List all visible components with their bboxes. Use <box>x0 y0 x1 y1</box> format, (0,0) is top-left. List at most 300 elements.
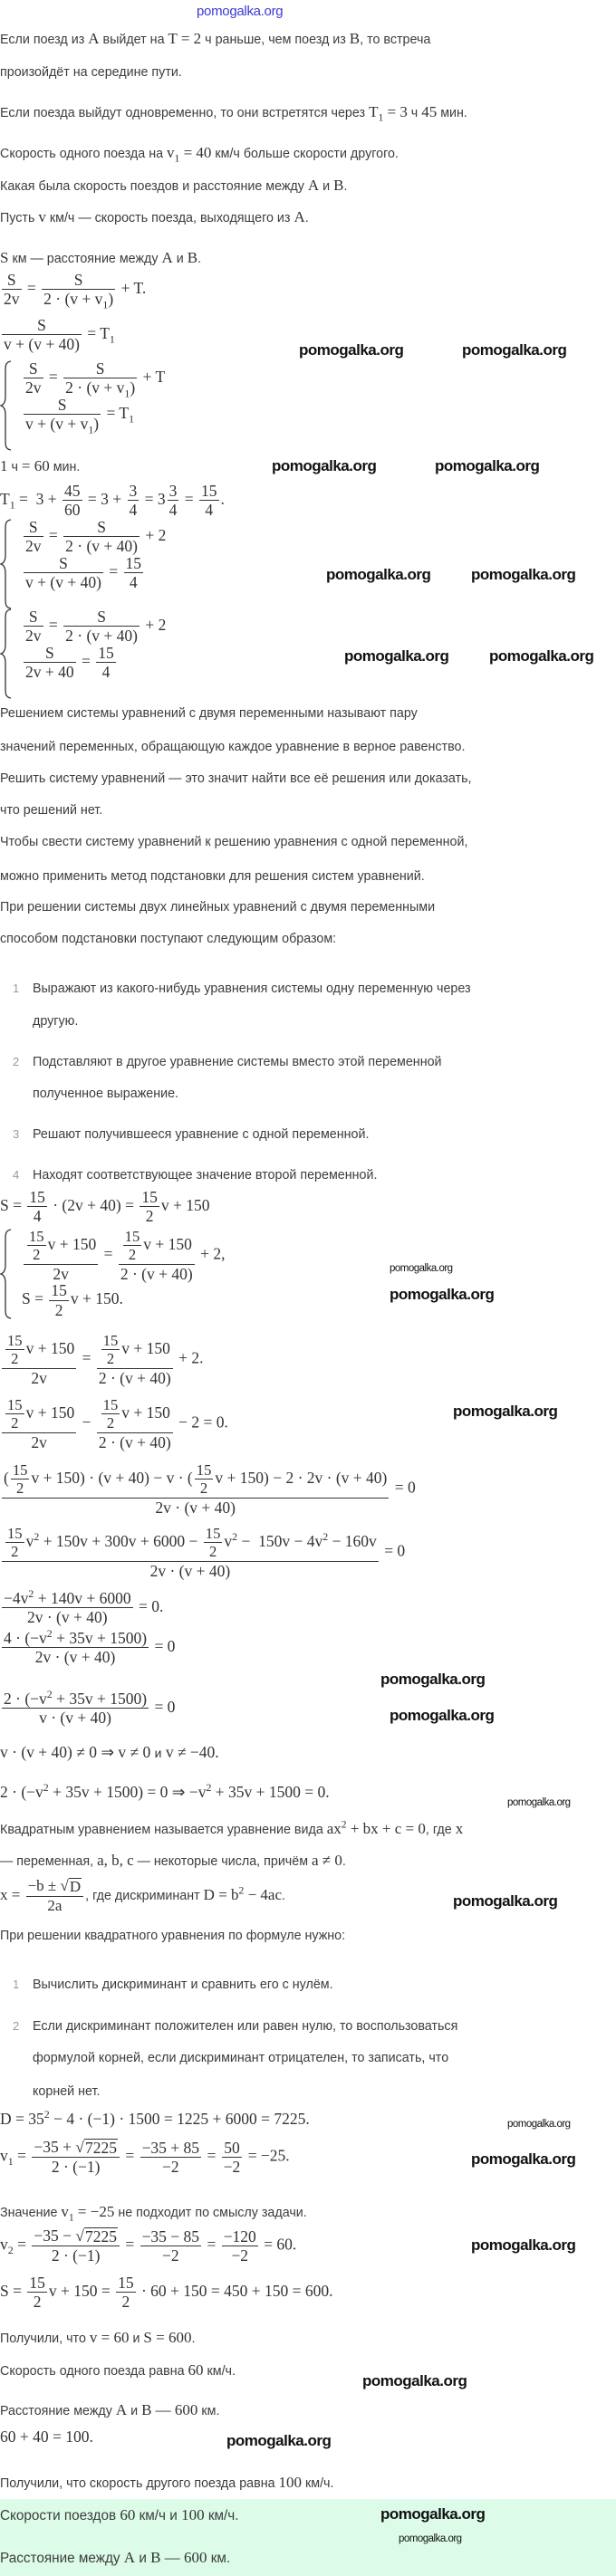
math-text: v <box>25 1531 34 1550</box>
math-text: −2 <box>231 2246 249 2265</box>
denominator <box>2 1561 379 1579</box>
text-line <box>0 867 425 886</box>
math-text: 4 <box>129 501 138 520</box>
text-run: и <box>127 2404 142 2418</box>
text-run: Чтобы свести систему уравнений к решению уравнения с одной переменной, <box>0 835 468 849</box>
math-text: 60 <box>188 2361 204 2379</box>
numerator <box>24 1229 98 1264</box>
math-text: 15 <box>12 1461 28 1479</box>
system-row <box>22 608 166 645</box>
text-run: Если дискриминант положителен или равен нулю, то воспользоваться <box>33 2019 458 2034</box>
text-line <box>0 769 472 789</box>
math-text: 2 <box>106 1350 115 1368</box>
denominator <box>195 1479 214 1496</box>
denominator <box>204 1542 223 1559</box>
numerator <box>5 1333 24 1349</box>
subscript: 1 <box>102 298 109 311</box>
math-text: = 3 + <box>14 489 62 508</box>
subscript: 1 <box>174 152 180 165</box>
text-run: Значение <box>0 2206 62 2220</box>
fraction <box>2 317 82 353</box>
watermark-small: pomogalka.org <box>507 2119 571 2130</box>
numerator <box>95 519 108 536</box>
text-run: произойдёт на середине пути. <box>0 65 182 80</box>
superscript: 2 <box>232 1530 238 1544</box>
denominator <box>5 1349 24 1366</box>
fraction <box>119 1229 195 1282</box>
inline-math <box>22 457 50 474</box>
fraction <box>27 1229 46 1263</box>
inline-math <box>204 1886 282 1903</box>
equation-system <box>0 519 166 609</box>
math-text: = <box>44 615 63 634</box>
denominator <box>101 1413 120 1431</box>
math-text: 15 <box>102 1332 119 1349</box>
math-text: 2 · (v + v <box>43 290 103 309</box>
denominator <box>63 500 82 518</box>
numerator <box>27 2274 47 2292</box>
math-text: = <box>13 2235 31 2254</box>
numerator <box>2 1690 149 1708</box>
math-text: 45 <box>421 103 438 120</box>
math-text: 15 <box>7 1332 23 1349</box>
math-line <box>0 1781 330 1801</box>
watermark: pomogalka.org <box>471 2236 576 2254</box>
watermark: pomogalka.org <box>390 1286 495 1303</box>
text-run: . <box>342 1854 346 1869</box>
numerator <box>11 1462 30 1479</box>
math-text: + T <box>139 367 166 386</box>
math-text: D = b <box>203 1885 239 1903</box>
text-run: , где дискриминант <box>85 1888 204 1903</box>
math-text: 2v + 40 <box>25 663 74 682</box>
numerator <box>27 1229 46 1245</box>
math-text: 4 <box>33 1207 42 1226</box>
inline-math <box>120 2506 135 2523</box>
denominator <box>199 500 219 518</box>
answer-line <box>0 2548 230 2569</box>
inline-math <box>327 1820 426 1837</box>
denominator <box>101 1349 120 1366</box>
math-text: x = <box>0 1885 24 1903</box>
math-text: − 4 · (−1) · 1500 = 1225 + 6000 = 7225. <box>49 2110 310 2128</box>
math-text: 4 <box>101 663 111 682</box>
math-text: 2 <box>54 1300 63 1319</box>
text-run: . <box>282 1888 285 1903</box>
math-text: 2 <box>106 1414 115 1432</box>
text-run: При решении системы двух линейных уравнений с двумя переменными <box>0 900 436 915</box>
fraction <box>24 395 101 436</box>
denominator <box>24 572 103 590</box>
text-line <box>0 832 467 852</box>
math-text: = <box>120 2235 139 2254</box>
text-run: Пусть <box>0 211 39 225</box>
numerator <box>222 2140 242 2157</box>
denominator <box>119 1264 195 1282</box>
math-text: 2 · (v + 40) <box>120 1264 193 1283</box>
math-text: · 60 + 150 = 450 + 150 = 600. <box>137 2281 333 2300</box>
math-text: S <box>28 608 38 626</box>
subscript: 1 <box>109 332 115 346</box>
math-text: 15 <box>118 2274 134 2292</box>
math-text: S <box>59 553 68 572</box>
math-text: = 0 <box>380 1541 406 1560</box>
subscript: 1 <box>9 498 15 512</box>
inline-math <box>116 2401 127 2418</box>
text-run: мин. <box>437 106 467 120</box>
denominator <box>2 289 22 307</box>
denominator <box>140 2157 202 2175</box>
math-text: v ≠ −40. <box>161 1743 219 1761</box>
math-text: − <box>78 1412 95 1432</box>
math-text: T <box>369 103 379 120</box>
fraction <box>2 1690 149 1727</box>
math-text: 2v <box>25 537 42 556</box>
text-run: , где <box>425 1823 456 1837</box>
math-text: S <box>6 271 16 289</box>
equation-system <box>0 360 165 451</box>
system-row <box>22 555 166 591</box>
fraction <box>11 1462 30 1497</box>
watermark: pomogalka.org <box>453 1892 558 1910</box>
inline-math <box>38 208 46 225</box>
inline-math <box>124 2549 135 2566</box>
math-text: 2 · (−1) <box>51 2158 101 2177</box>
math-text: . <box>220 489 225 508</box>
denominator <box>124 572 144 590</box>
radicand <box>84 2227 118 2245</box>
fraction <box>63 483 82 519</box>
math-text: v <box>224 1531 233 1550</box>
list-number: 4 <box>13 1168 20 1182</box>
text-run: Если поезда выйдут одновременно, то они встретятся через <box>0 106 370 120</box>
fraction <box>27 1189 47 1225</box>
inline-math <box>97 1852 134 1869</box>
text-run: Расстояние между <box>0 2551 124 2566</box>
text-line <box>0 102 467 123</box>
fraction <box>96 645 116 681</box>
fraction <box>2 272 22 308</box>
math-text: 2v <box>25 627 42 646</box>
inline-math <box>294 208 304 225</box>
math-line <box>0 1229 225 1319</box>
denominator <box>5 1542 24 1559</box>
text-run: км/ч больше скорости другого. <box>211 147 399 161</box>
watermark: pomogalka.org <box>471 2150 576 2168</box>
brace-icon <box>0 519 13 609</box>
math-text: v + 150 <box>47 1234 97 1253</box>
math-text: ) <box>130 378 136 397</box>
numerator <box>26 1878 84 1896</box>
math-text: 2 <box>121 2293 130 2312</box>
math-text: = <box>44 525 63 544</box>
watermark: pomogalka.org <box>380 2505 486 2523</box>
text-line <box>0 2361 236 2381</box>
math-text: v + (v + v <box>25 415 89 434</box>
text-run: Подставляют в другое уравнение системы вместо этой переменной <box>33 1055 442 1069</box>
math-text: = 0 <box>390 1478 416 1497</box>
denominator <box>2 1498 389 1516</box>
denominator <box>63 536 140 554</box>
fraction <box>42 271 115 311</box>
denominator <box>128 500 140 518</box>
numerator <box>96 645 116 662</box>
math-text: A <box>294 208 305 225</box>
math-text: x <box>455 1820 464 1837</box>
system-row <box>22 1229 225 1282</box>
text-run: значений переменных, обращающую каждое уравнение в верное равенство. <box>0 740 466 754</box>
text-line <box>0 1926 345 1946</box>
math-text: 2 · (−1) <box>51 2246 101 2265</box>
list-number: 1 <box>13 982 20 995</box>
list-number: 2 <box>13 1055 20 1068</box>
math-text: S <box>44 643 54 662</box>
fraction <box>124 555 144 591</box>
inline-math <box>456 1820 464 1837</box>
math-text: + 35v + 1500) <box>52 1629 148 1647</box>
numerator <box>27 608 40 626</box>
math-text: A <box>307 177 320 194</box>
numerator <box>204 1526 223 1542</box>
numerator <box>72 272 85 289</box>
math-text: v + 150 <box>160 1195 210 1214</box>
math-text: = <box>180 489 198 508</box>
text-run: ч раньше, чем поезд из <box>201 33 350 47</box>
math-text: = 40 <box>179 144 212 161</box>
math-text: 7225 <box>84 2227 117 2246</box>
math-text: = <box>23 278 41 297</box>
math-text: = T <box>82 323 110 342</box>
denominator <box>168 500 179 518</box>
math-text: 15 <box>102 1396 119 1413</box>
fraction <box>24 645 76 681</box>
text-run: и <box>135 2551 151 2566</box>
math-line <box>0 2139 290 2176</box>
math-text: 2 <box>11 1543 19 1561</box>
math-text: v + 150) · (v + 40) − v · ( <box>31 1468 193 1487</box>
text-run: и <box>319 179 334 194</box>
math-text: S = 600 <box>143 2329 192 2346</box>
math-text: S = <box>0 2281 26 2300</box>
watermark: pomogalka.org <box>471 566 576 583</box>
math-text: B — 600 <box>150 2549 207 2566</box>
math-text: − 4ac <box>244 1885 283 1903</box>
math-line <box>0 2428 93 2445</box>
subscript: 2 <box>7 2243 14 2256</box>
math-text: 4 <box>168 501 178 520</box>
text-run: . <box>304 211 309 225</box>
math-text: −35 − 85 <box>141 2226 200 2246</box>
math-text: B <box>187 249 198 266</box>
math-line <box>0 1397 228 1451</box>
fraction <box>24 1229 98 1282</box>
text-run: км/ч. <box>302 2476 334 2491</box>
math-text: −4v <box>4 1589 29 1607</box>
denominator <box>2 1647 149 1665</box>
math-text: B <box>333 177 344 194</box>
math-text: = <box>100 1244 117 1263</box>
inline-math <box>369 103 408 124</box>
fraction <box>24 555 103 591</box>
text-run: Какая была скорость поездов и расстояние между <box>0 179 308 194</box>
math-text: −120 <box>223 2226 256 2246</box>
math-text: S <box>57 395 67 414</box>
math-text: T = 2 <box>168 30 202 47</box>
watermark: pomogalka.org <box>453 1403 558 1420</box>
brace-icon <box>0 1229 13 1319</box>
equation-system <box>0 1229 225 1319</box>
math-text: v + 150 <box>121 1338 170 1357</box>
math-text: 2 <box>11 1350 19 1368</box>
fraction <box>63 519 140 555</box>
watermark: pomogalka.org <box>226 2432 332 2449</box>
math-text: 2 <box>145 1207 154 1226</box>
math-text: a, b, c <box>97 1852 134 1869</box>
list-item-line <box>13 1052 442 1072</box>
inline-math <box>421 103 437 120</box>
math-text: 15 <box>51 1281 67 1300</box>
math-text: + 2. <box>174 1348 204 1367</box>
inline-math <box>162 249 173 266</box>
text-run: Вычислить дискриминант и сравнить его с нулём. <box>33 1977 333 1992</box>
answer-line <box>0 2505 239 2526</box>
text-line <box>0 143 399 164</box>
text-run: не подходит по смыслу задачи. <box>114 2206 307 2220</box>
math-text: = T <box>102 403 130 422</box>
watermark: pomogalka.org <box>380 1671 486 1688</box>
denominator <box>24 662 76 680</box>
square-root <box>61 1878 82 1895</box>
superscript: 2 <box>206 1781 212 1795</box>
text-run: . <box>343 179 348 194</box>
list-item-line <box>33 1084 178 1104</box>
text-line <box>0 1851 346 1872</box>
text-run: способом подстановки поступают следующим образом: <box>0 932 337 946</box>
math-text: 2 · (−v <box>4 1690 47 1708</box>
math-text: v · (v + 40) <box>39 1709 111 1728</box>
text-line <box>0 248 201 269</box>
numerator <box>140 1189 159 1206</box>
numerator <box>95 608 108 626</box>
watermark: pomogalka.org <box>435 457 540 474</box>
math-text: v <box>38 208 46 225</box>
math-text: + 150v + 300v + 6000 − <box>39 1531 202 1550</box>
numerator <box>195 1462 214 1479</box>
math-text: 3 <box>129 482 138 500</box>
text-run: Получили, что скорость другого поезда равна <box>0 2476 279 2491</box>
math-line <box>0 2274 333 2311</box>
fraction <box>2 1397 76 1451</box>
math-text: v = 60 <box>89 2329 130 2346</box>
text-run: Решением системы уравнений с двумя переменными называют пару <box>0 706 418 721</box>
list-number: 2 <box>13 2019 20 2033</box>
text-run: Решают получившееся уравнение с одной переменной. <box>33 1127 370 1142</box>
text-run: км/ч и <box>135 2508 182 2523</box>
system-rows <box>13 608 166 699</box>
text-run: Скорости поездов <box>0 2508 120 2523</box>
numerator <box>63 483 82 500</box>
header-watermark: pomogalka.org <box>197 4 284 19</box>
math-text: S = <box>22 1289 48 1308</box>
fraction <box>49 1282 69 1318</box>
inline-math <box>141 2401 197 2418</box>
math-line <box>0 483 225 519</box>
math-text: ( <box>4 1468 9 1487</box>
text-line <box>0 897 435 917</box>
watermark-small: pomogalka.org <box>507 1797 571 1808</box>
numerator <box>5 1526 24 1542</box>
math-text: + 140v + 6000 <box>34 1589 131 1607</box>
brace-icon <box>0 360 13 451</box>
math-text: = <box>44 367 63 386</box>
inline-math <box>88 30 99 47</box>
fraction <box>140 2140 202 2176</box>
math-line <box>0 2108 310 2128</box>
math-text: 2v <box>53 1264 69 1283</box>
numerator <box>2 1587 133 1607</box>
math-text: = 0 <box>150 1636 176 1655</box>
math-text: 2v <box>4 290 20 309</box>
system-rows <box>13 360 165 451</box>
math-text: = <box>77 651 95 670</box>
fraction <box>101 1333 120 1367</box>
superscript: 2 <box>46 1627 53 1641</box>
text-run: и <box>129 2332 144 2346</box>
math-text: −35 + <box>34 2138 76 2156</box>
denominator <box>123 1245 142 1262</box>
denominator <box>49 1300 69 1318</box>
numerator <box>101 1333 120 1349</box>
math-line <box>0 1627 176 1667</box>
math-text: = <box>203 2146 220 2165</box>
math-text: −35 + 85 <box>141 2138 200 2157</box>
superscript: 2 <box>341 1818 347 1831</box>
math-text: 2 · (v + 40) <box>98 1432 171 1451</box>
denominator <box>27 2292 47 2310</box>
math-text: 2 <box>199 1480 208 1498</box>
math-text: 2 · (v + 40) <box>65 627 138 646</box>
math-text: v + 150. <box>70 1289 123 1308</box>
math-conjunction: и <box>154 1746 162 1760</box>
math-line <box>0 1526 405 1579</box>
math-text: B — 600 <box>141 2401 198 2418</box>
math-text: − 150v − 4v <box>237 1531 323 1550</box>
denominator <box>24 378 43 396</box>
denominator <box>24 414 101 436</box>
fraction <box>5 1397 24 1432</box>
math-text: · (2v + 40) = <box>48 1195 139 1214</box>
math-text: ax <box>326 1820 342 1837</box>
text-run: — некоторые числа, причём <box>133 1854 313 1869</box>
math-text: 15 <box>7 1525 23 1542</box>
math-text: 2 <box>33 2293 42 2312</box>
math-text: 2 · (−v <box>0 1783 43 1801</box>
math-line <box>0 519 166 609</box>
denominator <box>2 1708 149 1726</box>
numerator <box>94 360 107 378</box>
math-line <box>0 2227 296 2265</box>
math-text: = <box>120 2146 139 2165</box>
watermark: pomogalka.org <box>299 341 404 359</box>
math-text: v + 150 <box>25 1403 75 1422</box>
fraction <box>222 2140 243 2176</box>
numerator <box>32 2139 120 2157</box>
numerator <box>140 2228 202 2246</box>
superscript: 2 <box>46 1688 53 1701</box>
math-text: = 3 <box>140 489 166 508</box>
math-text: 15 <box>205 1525 221 1542</box>
math-text: −2 <box>162 2157 179 2176</box>
